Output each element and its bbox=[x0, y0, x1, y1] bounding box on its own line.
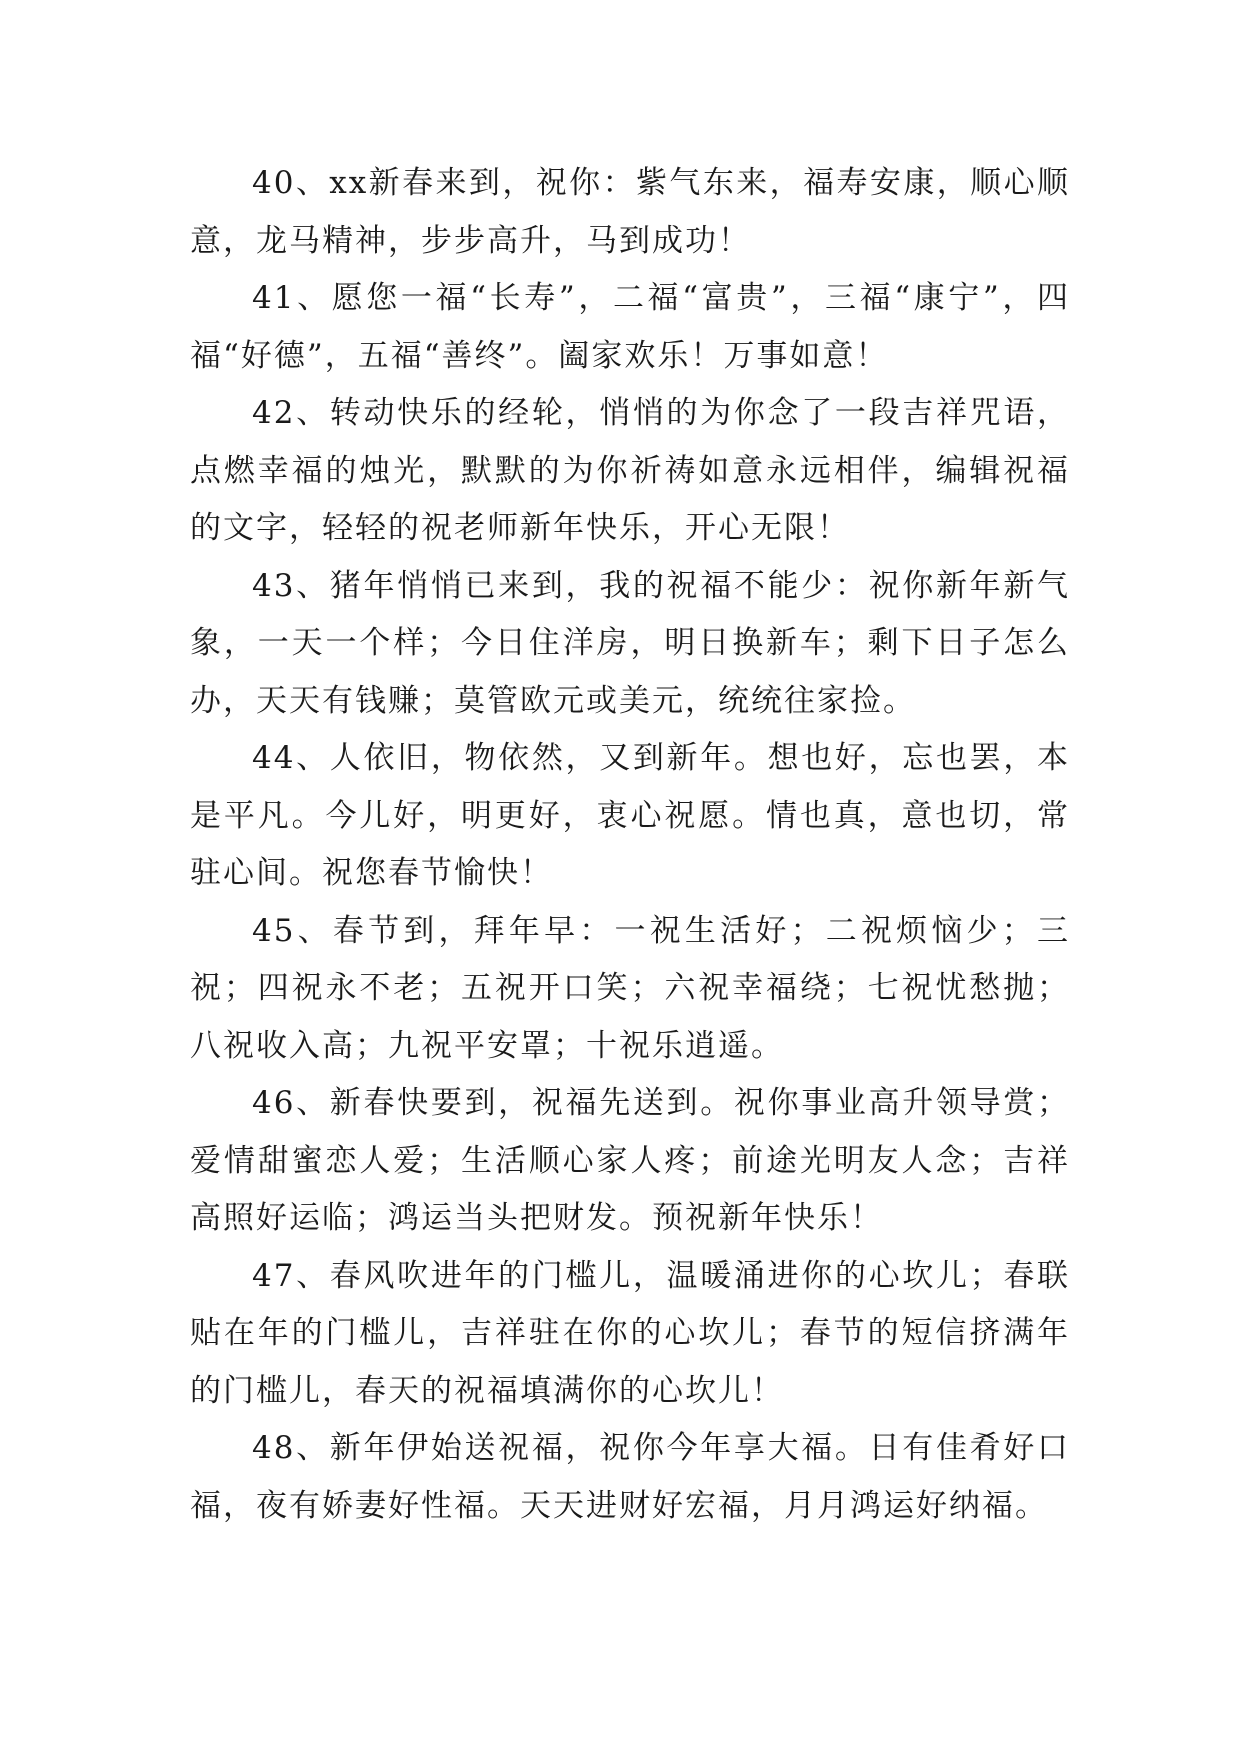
paragraph-44: 44、人依旧，物依然，又到新年。想也好，忘也罢，本是平凡。今儿好，明更好，衷心祝愿。情也真，意也切，常驻心间。祝您春节愉快！ bbox=[190, 740, 1070, 891]
paragraph-41: 41、愿您一福“长寿”，二福“富贵”，三福“康宁”，四福“好德”，五福“善终”。阖家欢乐！万事如意！ bbox=[190, 280, 1070, 374]
document-body bbox=[190, 155, 1070, 1535]
paragraph-40: 40、xx新春来到，祝你：紫气东来，福寿安康，顺心顺意，龙马精神，步步高升，马到成功！ bbox=[190, 165, 1070, 259]
paragraph-42: 42、转动快乐的经轮，悄悄的为你念了一段吉祥咒语，点燃幸福的烛光，默默的为你祈祷如意永远相伴，编辑祝福的文字，轻轻的祝老师新年快乐，开心无限！ bbox=[190, 395, 1070, 546]
paragraph-43: 43、猪年悄悄已来到，我的祝福不能少：祝你新年新气象，一天一个样；今日住洋房，明日换新车；剩下日子怎么办，天天有钱赚；莫管欧元或美元，统统往家捡。 bbox=[190, 567, 1070, 719]
paragraph-48: 48、新年伊始送祝福，祝你今年享大福。日有佳肴好口福，夜有娇妻好性福。天天进财好宏福，月月鸿运好纳福。 bbox=[190, 1430, 1070, 1524]
paragraph-45: 45、春节到，拜年早：一祝生活好；二祝烦恼少；三祝；四祝永不老；五祝开口笑；六祝幸福绕；七祝忧愁抛；八祝收入高；九祝平安罩；十祝乐逍遥。 bbox=[190, 912, 1070, 1064]
paragraph-46: 46、新春快要到，祝福先送到。祝你事业高升领导赏；爱情甜蜜恋人爱；生活顺心家人疼；前途光明友人念；吉祥高照好运临；鸿运当头把财发。预祝新年快乐！ bbox=[190, 1085, 1070, 1236]
paragraph-47: 47、春风吹进年的门槛儿，温暖涌进你的心坎儿；春联贴在年的门槛儿，吉祥驻在你的心坎儿；春节的短信挤满年的门槛儿，春天的祝福填满你的心坎儿！ bbox=[190, 1257, 1070, 1409]
